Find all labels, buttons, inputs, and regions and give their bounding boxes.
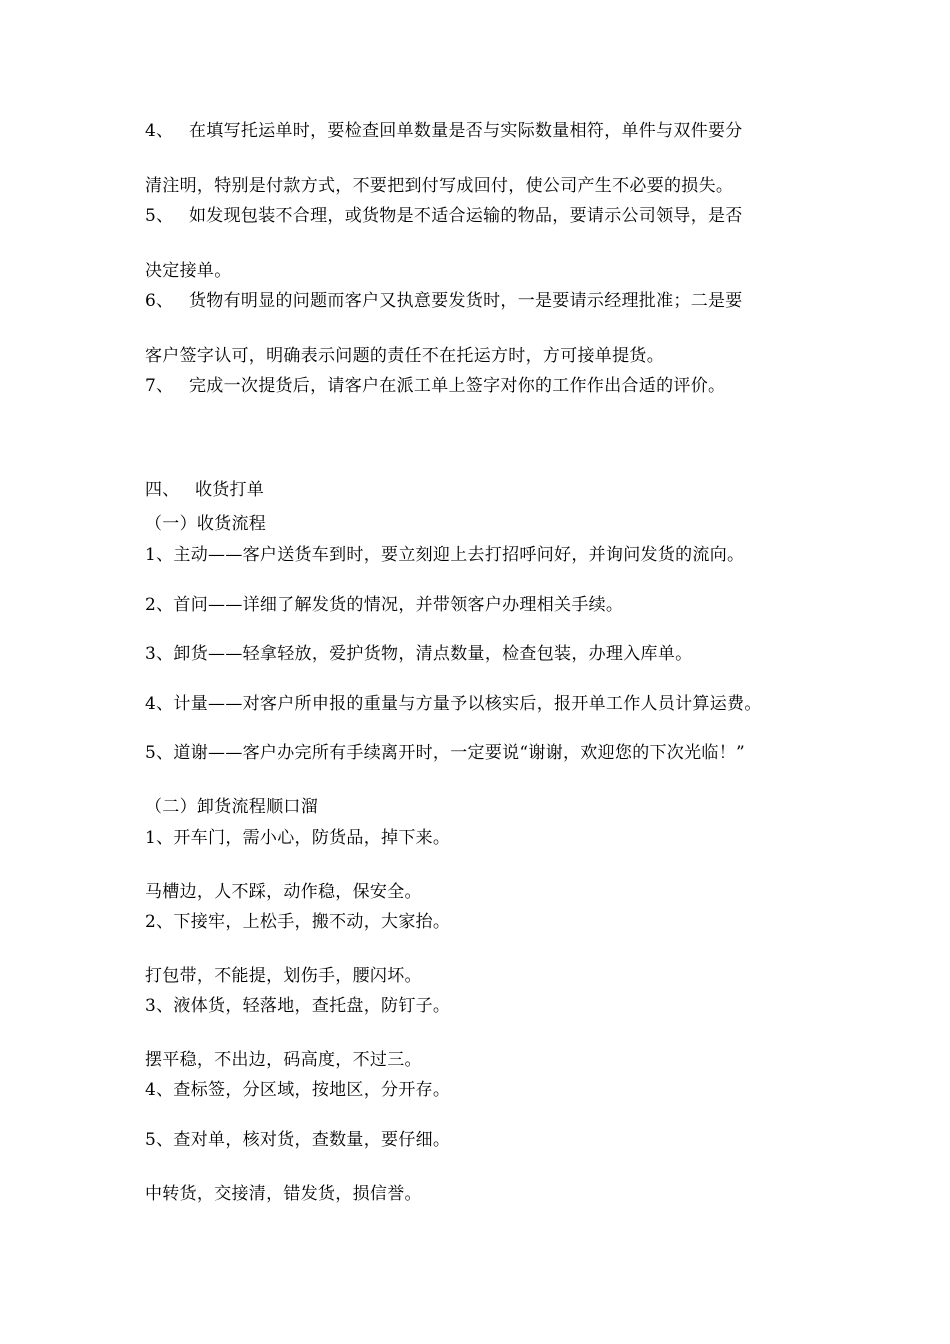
rhyme-line: 中转货，交接清，错发货，损信誉。 [145,1184,422,1204]
rhyme-line: 摆平稳，不出边，码高度，不过三。 [145,1050,422,1070]
rhyme-line: 4、查标签，分区域，按地区，分开存。 [145,1080,451,1100]
rhyme-line: 马槽边，人不踩，动作稳，保安全。 [145,882,422,902]
subsection-title: （二）卸货流程顺口溜 [145,797,318,817]
item-number: 4、 [145,121,174,141]
section-number: 四、 [145,480,180,500]
item-number: 5、 [145,206,174,226]
rhyme-line: 5、查对单，核对货，查数量，要仔细。 [145,1130,451,1150]
process-step: 1、主动——客户送货车到时，要立刻迎上去打招呼问好，并询问发货的流向。 [145,545,745,565]
item-text: 如发现包装不合理，或货物是不适合运输的物品，要请示公司领导，是否 [189,206,743,226]
item-7-line1 [145,375,725,397]
item-4-line2: 清注明，特别是付款方式，不要把到付写成回付，使公司产生不必要的损失。 [145,176,734,196]
item-4-line1 [145,120,743,142]
rhyme-line: 打包带，不能提，划伤手，腰闪坏。 [145,966,422,986]
item-number: 6、 [145,291,174,311]
item-number: 7、 [145,376,174,396]
item-text: 在填写托运单时，要检查回单数量是否与实际数量相符，单件与双件要分 [189,121,743,141]
item-6-line1 [145,290,743,312]
process-step: 4、计量——对客户所申报的重量与方量予以核实后，报开单工作人员计算运费。 [145,694,762,714]
process-step: 3、卸货——轻拿轻放，爱护货物，清点数量，检查包装，办理入库单。 [145,644,693,664]
section-title: 收货打单 [195,480,265,500]
item-text: 完成一次提货后，请客户在派工单上签字对你的工作作出合适的评价。 [189,376,726,396]
rhyme-line: 2、下接牢，上松手，搬不动，大家抬。 [145,912,451,932]
rhyme-line: 3、液体货，轻落地，查托盘，防钉子。 [145,996,451,1016]
process-step: 5、道谢——客户办完所有手续离开时，一定要说“谢谢，欢迎您的下次光临！” [145,743,745,763]
subsection-title: （一）收货流程 [145,514,267,534]
process-step: 2、首问——详细了解发货的情况，并带领客户办理相关手续。 [145,595,624,615]
item-5-line2: 决定接单。 [145,261,232,281]
item-text: 货物有明显的问题而客户又执意要发货时，一是要请示经理批准；二是要 [189,291,743,311]
item-5-line1 [145,205,743,227]
rhyme-line: 1、开车门，需小心，防货品，掉下来。 [145,828,451,848]
section-heading [145,479,264,501]
item-6-line2: 客户签字认可，明确表示问题的责任不在托运方时，方可接单提货。 [145,346,664,366]
